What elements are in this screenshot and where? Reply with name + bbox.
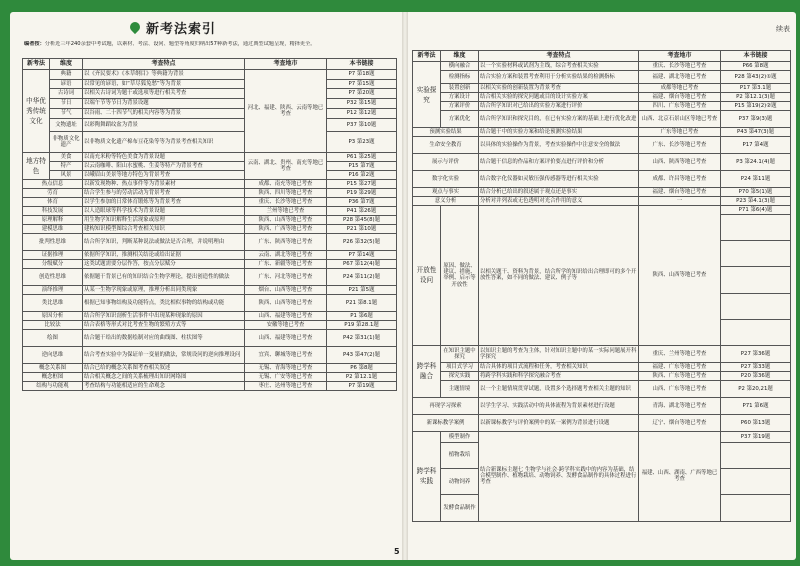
link-cell: P7 第19题 bbox=[327, 382, 397, 391]
link-cell: P20 第36题 bbox=[721, 371, 791, 380]
table-row bbox=[413, 102, 791, 111]
editor-note-label: 编者按： bbox=[24, 41, 45, 47]
category-cell: 新课标教学案例 bbox=[413, 414, 479, 431]
link-cell: P37 第19题 bbox=[721, 431, 791, 442]
table-row bbox=[23, 269, 397, 286]
table-row bbox=[23, 171, 397, 180]
category-cell: 分级赋分 bbox=[23, 260, 83, 269]
dimension-cell: 项目式学习 bbox=[441, 362, 479, 371]
region-cell: 福建、湖北等地已考查 bbox=[639, 71, 721, 84]
link-cell: P23 第4.1(3)题 bbox=[721, 197, 791, 206]
region-cell: 成都等地已考查 bbox=[639, 84, 721, 93]
region-cell: 烟台、山西等地已考查 bbox=[245, 286, 327, 295]
link-cell: P28 第45(8)题 bbox=[327, 216, 397, 225]
dimension-cell: 主题情境 bbox=[441, 380, 479, 397]
table-row bbox=[23, 180, 397, 189]
feature-cell: 以南充米粉等特色美食为背景设题 bbox=[83, 153, 245, 162]
table-row bbox=[413, 197, 791, 206]
table-row bbox=[23, 89, 397, 99]
feature-cell: 以彩陶舞蹈纹盆为背景 bbox=[83, 119, 245, 132]
book-spread bbox=[10, 12, 796, 560]
link-cell: P12 第12题 bbox=[327, 109, 397, 119]
dimension-cell: 典籍 bbox=[50, 70, 83, 80]
table-row bbox=[413, 128, 791, 137]
column-header: 本书链接 bbox=[721, 51, 791, 62]
region-cell: 山西、北京石景山区等地已考查 bbox=[639, 111, 721, 128]
dimension-cell: 风景 bbox=[50, 171, 83, 180]
feature-cell: 结合已给的概念关系图考查相关叙述 bbox=[83, 364, 245, 373]
category-cell: 预测实验结果 bbox=[413, 128, 479, 137]
category-cell: 开放性设问 bbox=[413, 206, 441, 346]
region-cell: 陕西、山西等地已考查 bbox=[639, 206, 721, 346]
link-cell: P28 第43(2)①题 bbox=[721, 71, 791, 84]
category-cell: 逆向思维 bbox=[23, 347, 83, 364]
table-row bbox=[23, 153, 397, 162]
category-cell: 概念关系图 bbox=[23, 364, 83, 373]
region-cell: 重庆、长沙等地已考查 bbox=[639, 62, 721, 71]
feature-cell: 以常见的谚语，如“草尽狐兔愁”等为背景 bbox=[83, 80, 245, 89]
link-cell: P70 第5(1)题 bbox=[721, 188, 791, 197]
link-cell: P61 第25题 bbox=[327, 153, 397, 162]
editor-note bbox=[24, 41, 396, 48]
column-header: 新考法 bbox=[413, 51, 441, 62]
category-cell: 观点与事实 bbox=[413, 188, 479, 197]
table-row bbox=[23, 207, 397, 216]
link-cell: P3 第23题 bbox=[327, 132, 397, 153]
dimension-cell: 植物栽培 bbox=[441, 442, 479, 468]
table-row bbox=[23, 119, 397, 132]
dimension-cell: 装置创新 bbox=[441, 84, 479, 93]
category-cell: 科技发展 bbox=[23, 207, 83, 216]
table-row bbox=[413, 380, 791, 397]
table-row bbox=[23, 330, 397, 347]
table-row bbox=[23, 216, 397, 225]
region-cell: 兰州等地已考查 bbox=[245, 207, 327, 216]
region-cell: 辽宁、烟台等地已考查 bbox=[639, 414, 721, 431]
table-row bbox=[413, 71, 791, 84]
dimension-cell: 古诗词 bbox=[50, 89, 83, 99]
link-cell: P7 第20题 bbox=[327, 89, 397, 99]
region-cell: 福建、烟台等地已考查 bbox=[639, 93, 721, 102]
table-row bbox=[413, 171, 791, 188]
table-row bbox=[23, 198, 397, 207]
table-row bbox=[413, 188, 791, 197]
category-cell: 建模思维 bbox=[23, 225, 83, 234]
region-cell: 重庆、长沙等地已考查 bbox=[245, 198, 327, 207]
region-cell: 成都、许昌等地已考查 bbox=[639, 171, 721, 188]
region-cell: 安徽等地已考查 bbox=[245, 321, 327, 330]
column-header: 考查地市 bbox=[639, 51, 721, 62]
region-cell: 重庆、兰州等地已考查 bbox=[639, 345, 721, 362]
category-cell: 创造性思维 bbox=[23, 269, 83, 286]
feature-cell: 结合相关实验的探究问题或目的设计实验方案 bbox=[479, 93, 639, 102]
dimension-cell: 方案优化 bbox=[441, 111, 479, 128]
link-cell: P66 第8题 bbox=[721, 62, 791, 71]
feature-cell: 结合分析已给出的叙述属于观点还是事实 bbox=[479, 188, 639, 197]
region-cell: 陕西、广东等地已考查 bbox=[639, 371, 721, 380]
link-cell: P6 第8题 bbox=[327, 364, 397, 373]
link-cell: P3 第24.1(4)题 bbox=[721, 154, 791, 171]
link-cell: P27 第36题 bbox=[721, 345, 791, 362]
dimension-cell bbox=[721, 241, 791, 267]
table-row bbox=[23, 99, 397, 109]
column-header: 考查特点 bbox=[479, 51, 639, 62]
link-cell: P7 第15题 bbox=[327, 80, 397, 89]
feature-cell: 结合具体的项目式流程和任务，考查相关知识 bbox=[479, 362, 639, 371]
region-cell: 山西、福建等地已考查 bbox=[245, 312, 327, 321]
category-cell: 概念框图 bbox=[23, 373, 83, 382]
feature-cell: 结合题干中的实验方案和给论预测实验结果 bbox=[479, 128, 639, 137]
link-cell: P2 第12.1(3)题 bbox=[721, 93, 791, 102]
feature-cell: 结合题干信息的作品和方案评价要点进行评价和分析 bbox=[479, 154, 639, 171]
category-cell: 绘图 bbox=[23, 330, 83, 347]
link-cell: P27 第33题 bbox=[721, 362, 791, 371]
title-text: 新考法索引 bbox=[146, 22, 217, 37]
region-cell: 福建、广东等地已考查 bbox=[639, 362, 721, 371]
region-cell: 陕西、山西等地已考查 bbox=[245, 295, 327, 312]
dimension-cell bbox=[721, 267, 791, 293]
feature-cell: 依据所学知识，推测相关结论或给出证据 bbox=[83, 251, 245, 260]
feature-cell: 结合所学知识和探究目的，在已有实验方案的基础上进行优化改进 bbox=[479, 111, 639, 128]
category-cell: 数字化实验 bbox=[413, 171, 479, 188]
table-row bbox=[413, 397, 791, 414]
table-row bbox=[23, 347, 397, 364]
category-cell: 跨学科融合 bbox=[413, 345, 441, 397]
column-header: 考查特点 bbox=[83, 59, 245, 70]
feature-cell: 依据题干背景已有的知识结合生物学理论，提出创造性的做法 bbox=[83, 269, 245, 286]
feature-cell: 以具体的实验操作为背景，考查实验操作中注意安全的做法 bbox=[479, 137, 639, 154]
feature-cell: 以人造眼球等科学技术为背景设题 bbox=[83, 207, 245, 216]
feature-cell: 建构知识模型图综合考查相关知识 bbox=[83, 225, 245, 234]
link-cell: P19 第28.1题 bbox=[327, 321, 397, 330]
table-row bbox=[413, 345, 791, 362]
feature-cell: 以相关实验的创新装置为背景考查 bbox=[479, 84, 639, 93]
link-cell: P21 第5题 bbox=[327, 286, 397, 295]
region-cell: 云南、湖北、贵州、南充等地已考查 bbox=[245, 153, 327, 180]
region-cell: 陕西、广西等地已考查 bbox=[245, 225, 327, 234]
region-cell: 青海、湖北等地已考查 bbox=[639, 397, 721, 414]
category-cell: 原理解释 bbox=[23, 216, 83, 225]
location-pin-icon bbox=[128, 20, 142, 34]
left-index-table bbox=[22, 58, 397, 391]
table-row bbox=[23, 295, 397, 312]
feature-cell: 结合学生参与的劳动活动为背景考查 bbox=[83, 189, 245, 198]
feature-cell: 以一个主题情境贯穿试题，设置多个选择题考查相关主题的知识 bbox=[479, 380, 639, 397]
feature-cell: 以《齐民要术》《本草纲目》等典籍为背景 bbox=[83, 70, 245, 80]
column-header: 维度 bbox=[441, 51, 479, 62]
feature-cell: 以知识主题的考查为主体，针对知识主题中的某一实际问题展开科学探究 bbox=[479, 345, 639, 362]
link-cell: P37 第10题 bbox=[327, 119, 397, 132]
category-cell: 证据推理 bbox=[23, 251, 83, 260]
table-row bbox=[23, 251, 397, 260]
table-row bbox=[413, 137, 791, 154]
category-cell: 生命安全教育 bbox=[413, 137, 479, 154]
region-cell: 一 bbox=[639, 197, 721, 206]
feature-cell: 考查结构与功能相适应的生命观念 bbox=[83, 382, 245, 391]
category-cell: 实验探究 bbox=[413, 62, 441, 128]
link-cell: P67 第12(4)题 bbox=[327, 260, 397, 269]
dimension-cell: 检测指标 bbox=[441, 71, 479, 84]
feature-cell: 结合所学知识，判断某种说法或做法是否合理，并说明理由 bbox=[83, 234, 245, 251]
table-row bbox=[413, 154, 791, 171]
link-cell: P17 第4题 bbox=[721, 137, 791, 154]
dimension-cell bbox=[721, 293, 791, 319]
table-row bbox=[413, 84, 791, 93]
category-cell: 类比思维 bbox=[23, 295, 83, 312]
region-cell: 福建、烟台等地已考查 bbox=[639, 188, 721, 197]
right-page bbox=[408, 12, 796, 560]
link-cell: P15 第27题 bbox=[327, 180, 397, 189]
dimension-cell: 动物饲养 bbox=[441, 469, 479, 495]
feature-cell: 分析对并列表或无色透明对光合作用的意义 bbox=[479, 197, 639, 206]
table-row bbox=[23, 225, 397, 234]
feature-cell: 结合数字化仪器如灵敏压强传感器等进行相关实验 bbox=[479, 171, 639, 188]
region-cell: 陕西、四川等地已考查 bbox=[245, 189, 327, 198]
link-cell: P60 第13题 bbox=[721, 414, 791, 431]
feature-cell: 以谷雨、二十四节气的相关内容等为背景 bbox=[83, 109, 245, 119]
left-page bbox=[10, 12, 402, 560]
table-row bbox=[23, 80, 397, 89]
category-cell: 展示与评价 bbox=[413, 154, 479, 171]
region-cell: 山西、广东等地已考查 bbox=[639, 380, 721, 397]
feature-cell: 结合考查实验中为保证单一变量的做法，常规设问的逆向推理设问 bbox=[83, 347, 245, 364]
link-cell: P2 第20,21题 bbox=[721, 380, 791, 397]
feature-cell: 以学生学习、实践活动中的具体流程为背景素材进行设题 bbox=[479, 397, 639, 414]
link-cell: P15 第7题 bbox=[327, 162, 397, 171]
feature-cell bbox=[721, 469, 791, 495]
feature-cell: 以非物质文化遗产棉布豆花染等等为背景考查相关知识 bbox=[83, 132, 245, 153]
table-header bbox=[23, 59, 397, 70]
table-row bbox=[413, 362, 791, 371]
link-cell: P43 第47(2)题 bbox=[327, 347, 397, 364]
feature-cell: 结合相关概念之间的关系梳理出知识网络图 bbox=[83, 373, 245, 382]
region-cell: 广东、陕西等地已考查 bbox=[245, 234, 327, 251]
category-cell: 地方特色 bbox=[23, 153, 50, 180]
table-row bbox=[23, 312, 397, 321]
region-cell: 无锡、青海等地已考查 bbox=[245, 364, 327, 373]
table-row bbox=[23, 373, 397, 382]
feature-cell: 结合表格等形式对比考查生物的繁殖方式等 bbox=[83, 321, 245, 330]
table-row bbox=[23, 260, 397, 269]
feature-cell: 用生物学知识解释生活现象或原理 bbox=[83, 216, 245, 225]
page-title bbox=[130, 18, 216, 37]
feature-cell bbox=[721, 495, 791, 521]
table-row bbox=[413, 62, 791, 71]
category-cell: 比较法 bbox=[23, 321, 83, 330]
dimension-cell: 节气 bbox=[50, 109, 83, 119]
dimension-cell: 方案评价 bbox=[441, 102, 479, 111]
category-cell: 热点信息 bbox=[23, 180, 83, 189]
region-cell: 四川、广东等地已考查 bbox=[639, 102, 721, 111]
region-cell: 枣庄、达州等地已考查 bbox=[245, 382, 327, 391]
link-cell: P43 第47(3)题 bbox=[721, 128, 791, 137]
dimension-cell: 美食 bbox=[50, 153, 83, 162]
feature-cell: 结合所学知识对已给出的实验方案进行评价 bbox=[479, 102, 639, 111]
region-cell: 宜宾、聊城等地已考查 bbox=[245, 347, 327, 364]
dimension-cell: 探究实践 bbox=[441, 371, 479, 380]
region-cell: 山西、陕西等地已考查 bbox=[639, 154, 721, 171]
table-row bbox=[413, 371, 791, 380]
feature-cell: 结合实验方案和装置考查利用于分析实验结果的检测指标 bbox=[479, 71, 639, 84]
region-cell: 河北、福建、陕西、云南等地已考查 bbox=[245, 70, 327, 153]
dimension-cell: 文物遗址 bbox=[50, 119, 83, 132]
link-cell: P41 第26题 bbox=[327, 207, 397, 216]
link-cell: P36 第7题 bbox=[327, 198, 397, 207]
region-cell: 福建、山西、湖南、广西等地已考查 bbox=[639, 431, 721, 521]
link-cell: P71 第6(4)题 bbox=[721, 206, 791, 215]
feature-cell: 以学生参加的日常体育锻炼等为背景考查 bbox=[83, 198, 245, 207]
feature-cell: 以云南咖啡、阳山水蜜桃、生姜等特产为背景考查 bbox=[83, 162, 245, 171]
feature-cell: 结合所学知识剖析生活事件中出现某种现象的原因 bbox=[83, 312, 245, 321]
category-cell: 批判性思维 bbox=[23, 234, 83, 251]
link-cell: P24 第11题 bbox=[721, 171, 791, 188]
category-cell: 劳育 bbox=[23, 189, 83, 198]
page-number: 5 bbox=[394, 547, 400, 556]
link-cell: P15 第19(2)②题 bbox=[721, 102, 791, 111]
link-cell: P2 第12.1题 bbox=[327, 373, 397, 382]
feature-cell: 以相关题干、资料为背景，结合所学的知识给出合理即可的多个开放性答案，如不同的做法、建议、例子等 bbox=[479, 206, 639, 346]
link-cell: P21 第8.1题 bbox=[327, 295, 397, 312]
feature-cell bbox=[721, 442, 791, 468]
column-header: 维度 bbox=[50, 59, 83, 70]
link-cell: P17 第3.1题 bbox=[721, 84, 791, 93]
feature-cell: 以端午节等节日为背景设题 bbox=[83, 99, 245, 109]
table-row bbox=[413, 93, 791, 102]
region-cell: 云南、湖北等地已考查 bbox=[245, 251, 327, 260]
table-row bbox=[413, 206, 791, 215]
category-cell: 跨学科实践 bbox=[413, 431, 441, 521]
dimension-cell: 方案设计 bbox=[441, 93, 479, 102]
region-cell: 广东、河北等地已考查 bbox=[245, 269, 327, 286]
column-header: 考查地市 bbox=[245, 59, 327, 70]
region-cell: 广东等地已考查 bbox=[639, 128, 721, 137]
region-cell: 陕西、山西等地已考查 bbox=[245, 216, 327, 225]
table-row bbox=[23, 109, 397, 119]
feature-cell: 将跨学科实践和科学探究融合考查 bbox=[479, 371, 639, 380]
region-cell: 成都、南充等地已考查 bbox=[245, 180, 327, 189]
link-cell: P16 第2题 bbox=[327, 171, 397, 180]
link-cell: P1 第6题 bbox=[327, 312, 397, 321]
category-cell: 演绎推理 bbox=[23, 286, 83, 295]
feature-cell: 以一个实验材料或试剂为主线，综合考查相关实验 bbox=[479, 62, 639, 71]
dimension-cell: 发酵食品制作 bbox=[441, 495, 479, 521]
link-cell: P19 第29题 bbox=[327, 189, 397, 198]
table-row bbox=[23, 382, 397, 391]
link-cell: P21 第10题 bbox=[327, 225, 397, 234]
link-cell: P26 第32(5)题 bbox=[327, 234, 397, 251]
feature-cell: 以新课标教学与评价案例中的某一案例为背景进行设题 bbox=[479, 414, 639, 431]
category-cell: 中华优秀传统文化 bbox=[23, 70, 50, 153]
region-cell: 广东、长沙等地已考查 bbox=[639, 137, 721, 154]
column-header: 本书链接 bbox=[327, 59, 397, 70]
dimension-cell: 谚语 bbox=[50, 80, 83, 89]
feature-cell: 从某一生物学现象或原理，推理分析出同类现象 bbox=[83, 286, 245, 295]
category-cell: 再现学习探索 bbox=[413, 397, 479, 414]
link-cell: P7 第14题 bbox=[327, 251, 397, 260]
table-row bbox=[23, 162, 397, 171]
dimension-cell: 节日 bbox=[50, 99, 83, 109]
right-index-table bbox=[412, 50, 791, 522]
dimension-cell: 非物质文化遗产 bbox=[50, 132, 83, 153]
link-cell: P42 第31(1)题 bbox=[327, 330, 397, 347]
table-row bbox=[23, 189, 397, 198]
feature-cell: 根据已知事物结构及功能特点，类比相似事物的结构或功能 bbox=[83, 295, 245, 312]
dimension-cell: 在知识主题中探究 bbox=[441, 345, 479, 362]
link-cell: P32 第15题 bbox=[327, 99, 397, 109]
table-header bbox=[413, 51, 791, 62]
dimension-cell bbox=[721, 319, 791, 345]
feature-cell: 以新发现物种、热点事件等为背景素材 bbox=[83, 180, 245, 189]
dimension-cell: 原因、做法、建议、措施、举例、启示等开放性 bbox=[441, 206, 479, 346]
feature-cell: 结合题干给出的数据绘制对应的曲线图、柱状图等 bbox=[83, 330, 245, 347]
dimension-cell bbox=[721, 215, 791, 241]
table-row bbox=[413, 414, 791, 431]
table-row bbox=[23, 70, 397, 80]
category-cell: 原因分析 bbox=[23, 312, 83, 321]
dimension-cell: 特产 bbox=[50, 162, 83, 171]
region-cell: 无锡、广安等地已考查 bbox=[245, 373, 327, 382]
feature-cell: 结合新课标主题七 生物学与社会·跨学科实践中的内容为基础，结合模型制作、植物栽培、动物饲养、发酵食品制作的具体过程进行考查 bbox=[479, 431, 639, 521]
table-row bbox=[23, 321, 397, 330]
link-cell: P24 第11(2)题 bbox=[327, 269, 397, 286]
category-cell: 结构与功能观 bbox=[23, 382, 83, 391]
column-header: 新考法 bbox=[23, 59, 50, 70]
table-row bbox=[23, 286, 397, 295]
category-cell: 体育 bbox=[23, 198, 83, 207]
link-cell: P37 第9(3)题 bbox=[721, 111, 791, 128]
feature-cell: 以相关古诗词为题干或选项等进行相关考查 bbox=[83, 89, 245, 99]
dimension-cell: 横向融合 bbox=[441, 62, 479, 71]
category-cell: 意义分析 bbox=[413, 197, 479, 206]
link-cell: P7 第18题 bbox=[327, 70, 397, 80]
table-row bbox=[23, 132, 397, 153]
table-row bbox=[413, 431, 791, 442]
link-cell: P71 第6题 bbox=[721, 397, 791, 414]
table-row bbox=[413, 111, 791, 128]
dimension-cell: 模型制作 bbox=[441, 431, 479, 442]
region-cell: 山西、福建等地已考查 bbox=[245, 330, 327, 347]
feature-cell: 这类试题需要分层作答，按点分层赋分 bbox=[83, 260, 245, 269]
table-row bbox=[23, 234, 397, 251]
feature-cell: 以峨眉山美景等地方特色为背景考查 bbox=[83, 171, 245, 180]
table-row bbox=[23, 364, 397, 373]
editor-note-text: 分析近三年240余套中考试题，以素材、考法、设问、题型等角度归纳出57种新考法，通过典型试题呈现，精择更全。 bbox=[44, 41, 316, 47]
region-cell: 广东、新疆等地已考查 bbox=[245, 260, 327, 269]
continued-label: 续表 bbox=[776, 25, 790, 33]
